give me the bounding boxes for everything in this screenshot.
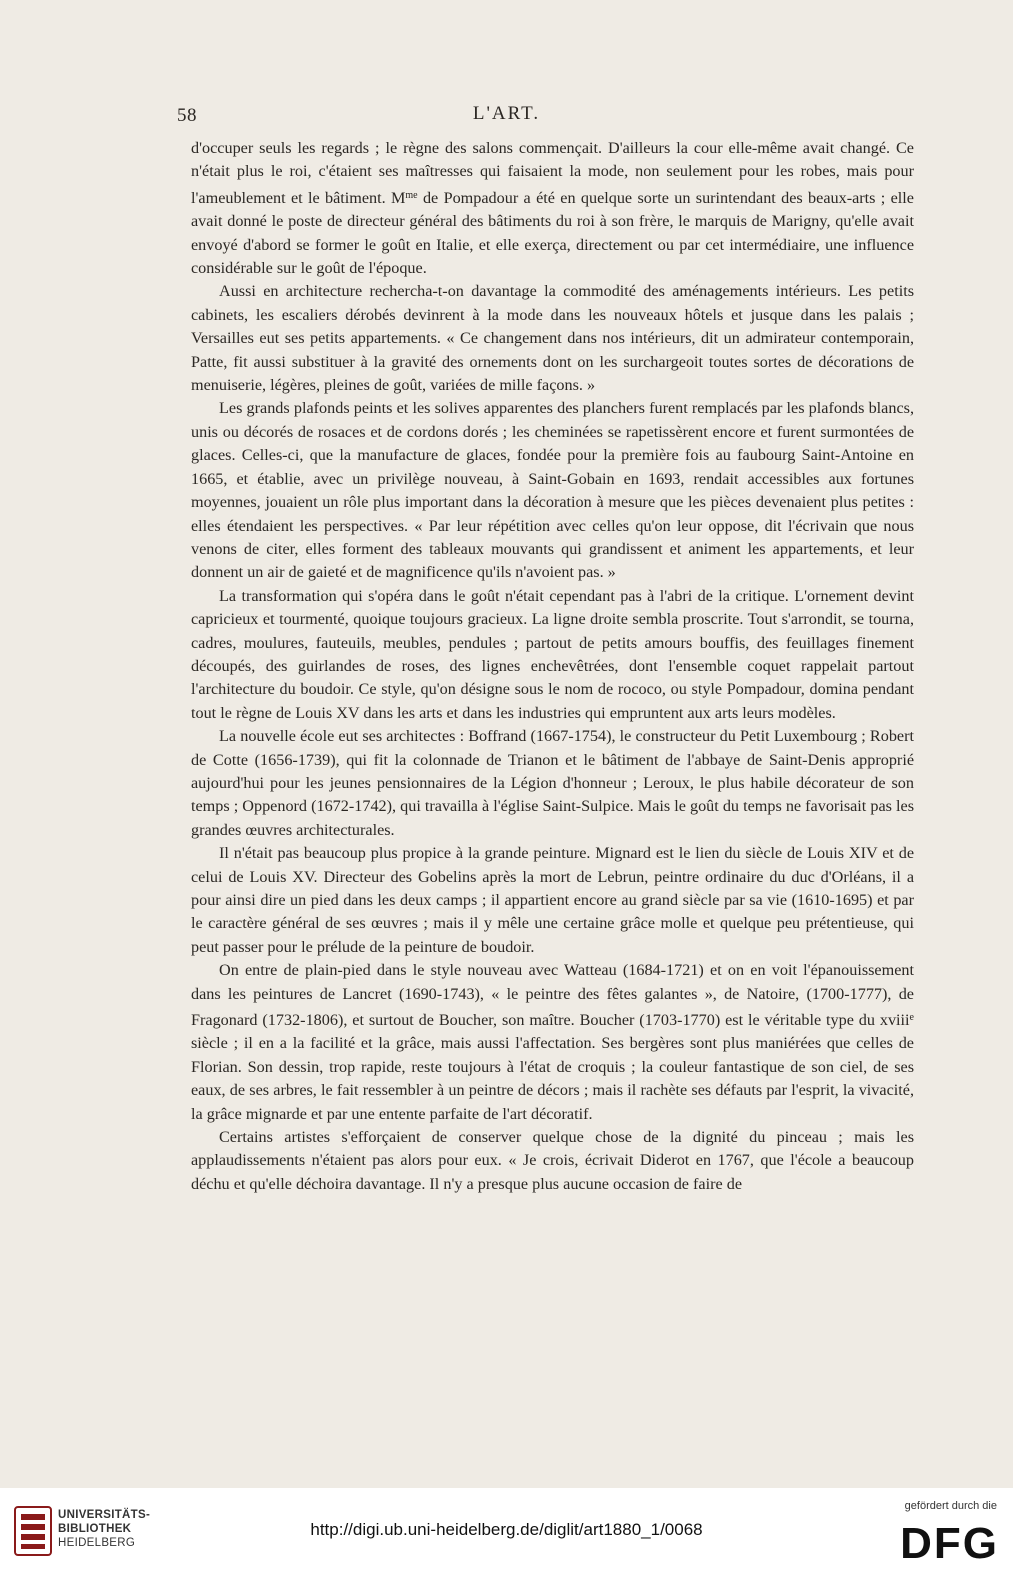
paragraph: Aussi en architecture rechercha-t-on davantage la commodité des aménagements intérieurs. Les petits cabinets, les escaliers dérobés devinrent à la mode dans les nouveaux hôtels et jusque dans les palais ; Versailles eut ses petits appartements. « Ce changement dans nos intérieurs, dit un admirateur contemporain, Patte, fit aussi substituer à la gravité des ornements dont on les surchargeoit toutes sortes de décorations de menuiserie, légères, pleines de goût, variées de mille façons. » — [191, 282, 914, 395]
paragraph: Certains artistes s'efforçaient de conserver quelque chose de la dignité du pinceau ; mais les applaudissements n'étaient pas alors pour eux. « Je crois, écrivait Diderot en 1767, que l'école a beaucoup déchu et qu'elle déchoira davantage. Il n'y a presque plus aucune occasion de faire de — [191, 1128, 914, 1193]
funded-by-label: gefördert durch die — [904, 1500, 997, 1512]
paragraph: d'occuper seuls les regards ; le règne des salons commençait. D'ailleurs la cour elle-même avait changé. Ce n'était plus le roi, c'étaient ses maîtresses qui faisaient la mode, non seulement pour les robes, mais pour l'ameublement et le bâtiment. $M^{me}$ de Pompadour a été en quelque sorte un surintendant des beaux-arts ; elle avait donné le poste de directeur général des bâtiments du roi à son frère, le marquis de Marigny, qu'elle avait envoyé d'abord se former le goût en Italie, et elle exerça, directement ou par cet intermédiaire, une influence considérable sur le goût de l'époque. — [191, 139, 914, 278]
paragraph: La nouvelle école eut ses architectes : Boffrand (1667-1754), le constructeur du Petit Luxembourg ; Robert de Cotte (1656-1739), qui fit la colonnade de Trianon et le bâtiment de l'abbaye de Saint-Denis approprié aujourd'hui pour les jeunes pensionnaires de la Légion d'honneur ; Leroux, le plus habile décorateur de son temps ; Oppenord (1672-1742), qui travailla à l'église Saint-Sulpice. Mais le goût du temps ne favorisait pas les grandes œuvres architecturales. — [191, 727, 914, 839]
paragraph: La transformation qui s'opéra dans le goût n'était cependant pas à l'abri de la critique. L'ornement devint capricieux et tourmenté, quoique toujours gracieux. La ligne droite sembla proscrite. Tout s'arrondit, se tourna, cadres, moulures, fauteuils, meubles, pendules ; partout de petits amours bouffis, des feuillages finement découpés, des guirlandes de roses, des lignes enchevêtrées, dont l'ensemble coquet rappelait partout l'architecture du boudoir. Ce style, qu'on désigne sous le nom de rococo, ou style Pompadour, domina pendant tout le règne de Louis XV dans les arts et dans les industries qui empruntent aux arts leurs modèles. — [191, 586, 914, 722]
page-number: 58 — [177, 105, 197, 126]
paragraph: Il n'était pas beaucoup plus propice à la grande peinture. Mignard est le lien du siècle de Louis XIV et de celui de Louis XV. Directeur des Gobelins après la mort de Lebrun, peintre ordinaire du duc d'Orléans, il a pour ainsi dire un pied dans les deux camps ; il appartient encore au grand siècle par sa vie (1610-1695) et par le caractère général de ses œuvres ; mais il y mêle une certaine grâce molle et quelque peu prétentieuse, qui peut passer pour le prélude de la peinture de boudoir. — [191, 844, 914, 956]
superscript: e — [909, 1012, 914, 1024]
article-body — [191, 137, 914, 1196]
dfg-logo[interactable]: DFG — [900, 1519, 999, 1568]
superscript: me — [405, 189, 418, 201]
paragraph: On entre de plain-pied dans le style nouveau avec Watteau (1684-1721) et on en voit l'épanouissement dans les peintures de Lancret (1690-1743), « le peintre des fêtes galantes », de Natoire, (1700-1777), de Fragonard (1732-1806), et surtout de Boucher, son maître. Boucher (1703-1770) est le véritable type du xviii$^e$ siècle ; il en a la facilité et la grâce, mais aussi l'affectation. Ses bergères sont plus maniérées que celles de Florian. Son dessin, trop rapide, reste toujours à l'état de croquis ; la couleur fantastique de son ciel, de ses eaux, de ses arbres, le fait ressembler à un peintre de décors ; mais il rachète ses défauts par l'esprit, la vivacité, la grâce mignarde et par une entente parfaite de l'art décoratif. — [191, 961, 914, 1123]
permalink-url[interactable]: http://digi.ub.uni-heidelberg.de/diglit/art1880_1/0068 — [310, 1520, 703, 1539]
library-name[interactable]: UNIVERSITÄTS- BIBLIOTHEK HEIDELBERG — [58, 1509, 151, 1549]
running-title: L'ART. — [472, 103, 541, 124]
viewer-footer — [0, 1488, 1013, 1579]
paragraph: Les grands plafonds peints et les solives apparentes des planchers furent remplacés par les plafonds blancs, unis ou décorés de rosaces et de cordons dorés ; les cheminées se rapetissèrent encore et furent surmontées de glaces. Celles-ci, que la manufacture de glaces, fondée pour la première fois au faubourg Saint-Antoine en 1665, et établie, avec un privilège nouveau, à Saint-Gobain en 1693, rendait accessibles aux fortunes moyennes, jouaient un rôle plus important dans la décoration à mesure que les pièces devenaient plus petites : elles étendaient les perspectives. « Par leur répétition avec celles qu'on leur oppose, dit l'écrivain que nous venons de citer, elles forment des tableaux mouvants qui grandissent et animent les appartements, et leur donnent un air de gaieté et de magnificence qu'ils n'avoient pas. » — [191, 399, 914, 582]
